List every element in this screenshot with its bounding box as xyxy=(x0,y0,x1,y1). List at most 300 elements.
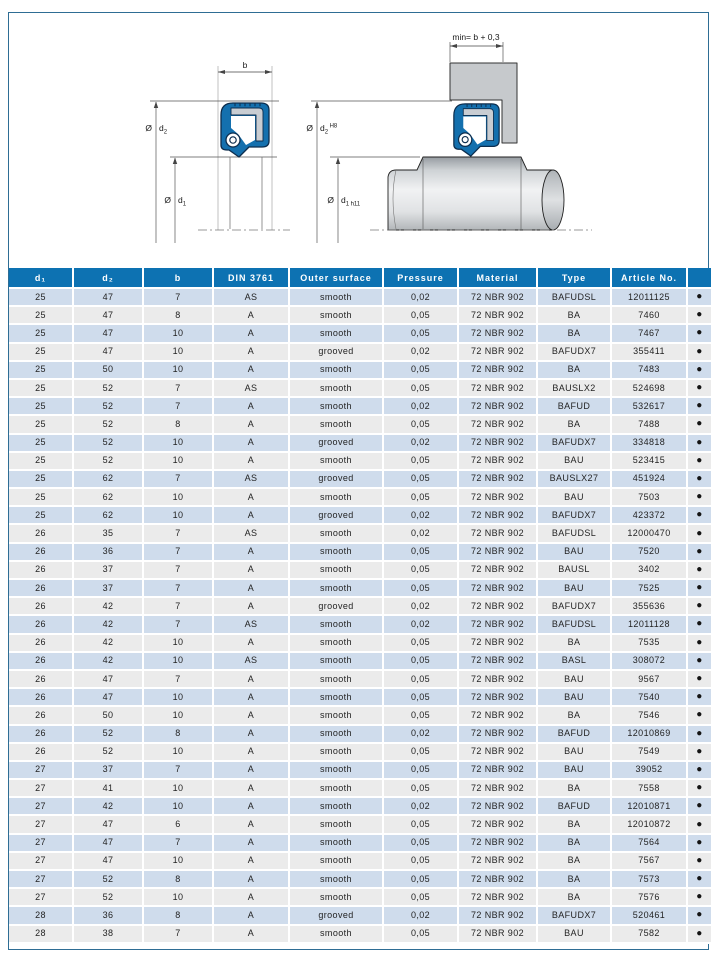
table-row xyxy=(9,797,711,815)
availability-dot-cell xyxy=(687,470,711,488)
table-cell: smooth xyxy=(289,579,383,597)
availability-dot-cell xyxy=(687,652,711,670)
availability-dot-cell xyxy=(687,615,711,633)
table-cell: A xyxy=(213,506,289,524)
availability-dot-cell xyxy=(687,543,711,561)
table-cell: 26 xyxy=(9,706,73,724)
table-cell: A xyxy=(213,306,289,324)
table-cell: 72 NBR 902 xyxy=(458,906,537,924)
table-cell: BAU xyxy=(537,452,611,470)
table-cell: grooved xyxy=(289,434,383,452)
table-cell: 72 NBR 902 xyxy=(458,852,537,870)
table-cell: smooth xyxy=(289,543,383,561)
table-row xyxy=(9,634,711,652)
table-cell: 0,05 xyxy=(383,561,458,579)
table-cell: smooth xyxy=(289,815,383,833)
col-header-type: Type xyxy=(537,268,611,288)
seal-spring xyxy=(459,133,472,147)
availability-dot-icon: ● xyxy=(696,636,703,648)
table-cell: 0,05 xyxy=(383,815,458,833)
availability-dot-cell xyxy=(687,379,711,397)
table-cell: 27 xyxy=(9,779,73,797)
table-cell: BAFUDX7 xyxy=(537,343,611,361)
table-cell: BAFUDSL xyxy=(537,615,611,633)
table-cell: BAU xyxy=(537,925,611,943)
table-cell: 25 xyxy=(9,506,73,524)
table-cell: 10 xyxy=(143,888,213,906)
table-cell: 25 xyxy=(9,488,73,506)
availability-dot-cell xyxy=(687,434,711,452)
table-cell: A xyxy=(213,343,289,361)
availability-dot-icon: ● xyxy=(696,382,703,394)
table-cell: 35 xyxy=(73,524,143,542)
table-cell: 72 NBR 902 xyxy=(458,634,537,652)
dimension-d1-h11 xyxy=(327,158,360,244)
table-cell: BA xyxy=(537,888,611,906)
table-cell: 0,05 xyxy=(383,670,458,688)
availability-dot-icon: ● xyxy=(696,600,703,612)
table-cell: 0,05 xyxy=(383,470,458,488)
table-cell: smooth xyxy=(289,288,383,306)
table-cell: A xyxy=(213,834,289,852)
table-cell: 0,05 xyxy=(383,488,458,506)
table-cell: 27 xyxy=(9,761,73,779)
availability-dot-cell xyxy=(687,415,711,433)
table-cell: 7 xyxy=(143,761,213,779)
availability-dot-cell xyxy=(687,815,711,833)
availability-dot-cell xyxy=(687,324,711,342)
table-cell: 37 xyxy=(73,561,143,579)
table-cell: 52 xyxy=(73,743,143,761)
table-cell: grooved xyxy=(289,906,383,924)
dimension-min xyxy=(450,32,503,62)
availability-dot-cell xyxy=(687,361,711,379)
table-cell: 7483 xyxy=(611,361,687,379)
table-cell: 0,05 xyxy=(383,706,458,724)
table-cell: smooth xyxy=(289,397,383,415)
table-row xyxy=(9,506,711,524)
table-cell: 72 NBR 902 xyxy=(458,597,537,615)
table-cell: 26 xyxy=(9,597,73,615)
seal-cross-section-installed xyxy=(454,104,499,156)
table-cell: 12010871 xyxy=(611,797,687,815)
table-cell: 7564 xyxy=(611,834,687,852)
table-cell: 36 xyxy=(73,543,143,561)
shaft xyxy=(388,157,564,230)
table-cell: 7 xyxy=(143,561,213,579)
table-cell: 25 xyxy=(9,379,73,397)
table-cell: 355636 xyxy=(611,597,687,615)
table-row xyxy=(9,725,711,743)
table-cell: 72 NBR 902 xyxy=(458,470,537,488)
table-cell: 50 xyxy=(73,706,143,724)
availability-dot-cell xyxy=(687,561,711,579)
table-cell: 7 xyxy=(143,379,213,397)
table-cell: 25 xyxy=(9,324,73,342)
table-cell: BAFUDX7 xyxy=(537,506,611,524)
availability-dot-cell xyxy=(687,506,711,524)
table-cell: BA xyxy=(537,415,611,433)
table-cell: A xyxy=(213,852,289,870)
table-cell: A xyxy=(213,725,289,743)
table-cell: 26 xyxy=(9,725,73,743)
table-cell: BAUSLX27 xyxy=(537,470,611,488)
availability-dot-icon: ● xyxy=(696,909,703,921)
table-cell: BA xyxy=(537,779,611,797)
table-cell: 25 xyxy=(9,470,73,488)
table-cell: 72 NBR 902 xyxy=(458,306,537,324)
availability-dot-icon: ● xyxy=(696,327,703,339)
table-cell: A xyxy=(213,488,289,506)
table-cell: 52 xyxy=(73,434,143,452)
table-cell: 72 NBR 902 xyxy=(458,797,537,815)
table-cell: 0,05 xyxy=(383,925,458,943)
col-header-d1: d₁ xyxy=(9,268,73,288)
availability-dot-cell xyxy=(687,870,711,888)
right-view xyxy=(306,32,592,243)
table-row xyxy=(9,470,711,488)
table-cell: 355411 xyxy=(611,343,687,361)
table-cell: 10 xyxy=(143,797,213,815)
col-header-pressure: Pressure xyxy=(383,268,458,288)
table-cell: 0,05 xyxy=(383,324,458,342)
table-cell: AS xyxy=(213,379,289,397)
shaft-end-face xyxy=(542,170,564,230)
table-cell: A xyxy=(213,670,289,688)
availability-dot-cell xyxy=(687,343,711,361)
table-cell: 532617 xyxy=(611,397,687,415)
table-cell: 39052 xyxy=(611,761,687,779)
table-cell: smooth xyxy=(289,925,383,943)
col-header-din: DIN 3761 xyxy=(213,268,289,288)
table-cell: 7 xyxy=(143,597,213,615)
table-row xyxy=(9,670,711,688)
table-cell: 25 xyxy=(9,434,73,452)
table-cell: 72 NBR 902 xyxy=(458,579,537,597)
table-cell: A xyxy=(213,815,289,833)
table-row xyxy=(9,324,711,342)
table-row xyxy=(9,561,711,579)
table-cell: A xyxy=(213,415,289,433)
table-cell: 0,02 xyxy=(383,288,458,306)
table-row xyxy=(9,379,711,397)
table-cell: 8 xyxy=(143,906,213,924)
table-cell: 52 xyxy=(73,725,143,743)
table-cell: 72 NBR 902 xyxy=(458,743,537,761)
table-cell: BAFUDX7 xyxy=(537,906,611,924)
table-cell: 72 NBR 902 xyxy=(458,870,537,888)
table-cell: 423372 xyxy=(611,506,687,524)
table-cell: 12010869 xyxy=(611,725,687,743)
table-cell: smooth xyxy=(289,488,383,506)
table-cell: 0,02 xyxy=(383,397,458,415)
table-row xyxy=(9,615,711,633)
table-cell: 52 xyxy=(73,379,143,397)
availability-dot-icon: ● xyxy=(696,782,703,794)
table-cell: 26 xyxy=(9,743,73,761)
table-cell: 72 NBR 902 xyxy=(458,543,537,561)
table-cell: 26 xyxy=(9,524,73,542)
table-cell: 3402 xyxy=(611,561,687,579)
seal-cross-section xyxy=(221,103,269,157)
availability-dot-cell xyxy=(687,743,711,761)
table-cell: 7 xyxy=(143,670,213,688)
availability-dot-icon: ● xyxy=(696,654,703,666)
table-cell: 28 xyxy=(9,925,73,943)
table-row xyxy=(9,543,711,561)
table-cell: A xyxy=(213,597,289,615)
table-cell: BAU xyxy=(537,761,611,779)
table-cell: 72 NBR 902 xyxy=(458,488,537,506)
table-cell: BAUSL xyxy=(537,561,611,579)
table-cell: smooth xyxy=(289,652,383,670)
table-cell: A xyxy=(213,397,289,415)
table-cell: 7576 xyxy=(611,888,687,906)
availability-dot-cell xyxy=(687,779,711,797)
availability-dot-cell xyxy=(687,670,711,688)
availability-dot-icon: ● xyxy=(696,436,703,448)
table-cell: 47 xyxy=(73,306,143,324)
availability-dot-cell xyxy=(687,925,711,943)
table-cell: 72 NBR 902 xyxy=(458,524,537,542)
seal-spring xyxy=(226,133,240,147)
table-cell: 72 NBR 902 xyxy=(458,615,537,633)
table-row xyxy=(9,306,711,324)
availability-dot-icon: ● xyxy=(696,582,703,594)
table-cell: BAU xyxy=(537,670,611,688)
table-row xyxy=(9,434,711,452)
table-cell: AS xyxy=(213,652,289,670)
table-cell: 10 xyxy=(143,743,213,761)
table-cell: 7546 xyxy=(611,706,687,724)
table-cell: 0,02 xyxy=(383,434,458,452)
table-row xyxy=(9,779,711,797)
table-cell: 42 xyxy=(73,597,143,615)
table-row xyxy=(9,888,711,906)
availability-dot-icon: ● xyxy=(696,491,703,503)
table-cell: 47 xyxy=(73,288,143,306)
table-cell: 0,05 xyxy=(383,652,458,670)
availability-dot-icon: ● xyxy=(696,309,703,321)
table-cell: 0,05 xyxy=(383,743,458,761)
table-cell: BA xyxy=(537,815,611,833)
table-cell: A xyxy=(213,324,289,342)
table-cell: AS xyxy=(213,615,289,633)
table-cell: AS xyxy=(213,470,289,488)
table-cell: 7525 xyxy=(611,579,687,597)
table-cell: smooth xyxy=(289,870,383,888)
dim-d2-prefix: Ø xyxy=(306,123,313,133)
table-cell: A xyxy=(213,779,289,797)
table-cell: BAU xyxy=(537,579,611,597)
table-cell: 42 xyxy=(73,652,143,670)
availability-dot-cell xyxy=(687,597,711,615)
table-row xyxy=(9,834,711,852)
table-cell: 7 xyxy=(143,288,213,306)
availability-dot-icon: ● xyxy=(696,472,703,484)
table-cell: 7 xyxy=(143,579,213,597)
table-row xyxy=(9,761,711,779)
table-cell: BAFUDSL xyxy=(537,288,611,306)
table-cell: smooth xyxy=(289,779,383,797)
table-cell: A xyxy=(213,452,289,470)
table-cell: smooth xyxy=(289,561,383,579)
table-cell: 52 xyxy=(73,888,143,906)
table-cell: 523415 xyxy=(611,452,687,470)
table-cell: 10 xyxy=(143,706,213,724)
availability-dot-cell xyxy=(687,524,711,542)
table-cell: 25 xyxy=(9,361,73,379)
table-cell: 36 xyxy=(73,906,143,924)
table-cell: 520461 xyxy=(611,906,687,924)
table-cell: BA xyxy=(537,634,611,652)
table-cell: 0,02 xyxy=(383,343,458,361)
table-cell: BA xyxy=(537,361,611,379)
table-cell: smooth xyxy=(289,324,383,342)
table-cell: 47 xyxy=(73,343,143,361)
table-cell: BAU xyxy=(537,743,611,761)
table-cell: BA xyxy=(537,852,611,870)
table-cell: smooth xyxy=(289,743,383,761)
dim-d2-label: $d_2^{H8}$ xyxy=(320,123,338,136)
table-cell: 10 xyxy=(143,688,213,706)
table-cell: 42 xyxy=(73,634,143,652)
table-cell: smooth xyxy=(289,615,383,633)
table-cell: 72 NBR 902 xyxy=(458,670,537,688)
table-cell: 7540 xyxy=(611,688,687,706)
table-cell: AS xyxy=(213,288,289,306)
table-cell: 72 NBR 902 xyxy=(458,761,537,779)
table-cell: 72 NBR 902 xyxy=(458,506,537,524)
table-row xyxy=(9,815,711,833)
table-cell: 72 NBR 902 xyxy=(458,725,537,743)
col-header-d2: d₂ xyxy=(73,268,143,288)
table-cell: 72 NBR 902 xyxy=(458,561,537,579)
table-row xyxy=(9,852,711,870)
table-cell: smooth xyxy=(289,688,383,706)
availability-dot-icon: ● xyxy=(696,291,703,303)
table-row xyxy=(9,743,711,761)
availability-dot-cell xyxy=(687,834,711,852)
table-cell: grooved xyxy=(289,597,383,615)
availability-dot-cell xyxy=(687,688,711,706)
table-cell: A xyxy=(213,543,289,561)
table-cell: 0,05 xyxy=(383,779,458,797)
table-cell: 0,02 xyxy=(383,615,458,633)
availability-dot-icon: ● xyxy=(696,563,703,575)
table-cell: 0,05 xyxy=(383,688,458,706)
table-cell: 12011128 xyxy=(611,615,687,633)
table-row xyxy=(9,524,711,542)
table-cell: 334818 xyxy=(611,434,687,452)
dim-b-label: b xyxy=(242,60,248,70)
table-cell: BAU xyxy=(537,543,611,561)
dim-d1-label: $d_1$ xyxy=(178,195,187,208)
table-row xyxy=(9,906,711,924)
dim-d1-prefix: Ø xyxy=(164,195,171,205)
table-cell: 10 xyxy=(143,361,213,379)
table-cell: smooth xyxy=(289,888,383,906)
table-cell: 72 NBR 902 xyxy=(458,888,537,906)
table-cell: 0,05 xyxy=(383,634,458,652)
col-header-material: Material xyxy=(458,268,537,288)
table-cell: 7467 xyxy=(611,324,687,342)
availability-dot-cell xyxy=(687,761,711,779)
table-cell: 72 NBR 902 xyxy=(458,779,537,797)
table-cell: 7520 xyxy=(611,543,687,561)
availability-dot-icon: ● xyxy=(696,854,703,866)
table-cell: A xyxy=(213,888,289,906)
table-cell: 7582 xyxy=(611,925,687,943)
availability-dot-icon: ● xyxy=(696,709,703,721)
availability-dot-icon: ● xyxy=(696,363,703,375)
dimension-b xyxy=(218,60,272,74)
availability-dot-icon: ● xyxy=(696,818,703,830)
availability-dot-cell xyxy=(687,634,711,652)
table-cell: 37 xyxy=(73,761,143,779)
table-cell: A xyxy=(213,561,289,579)
table-cell: 6 xyxy=(143,815,213,833)
table-cell: 72 NBR 902 xyxy=(458,415,537,433)
table-cell: 27 xyxy=(9,870,73,888)
table-cell: 47 xyxy=(73,670,143,688)
table-cell: 72 NBR 902 xyxy=(458,452,537,470)
availability-dot-cell xyxy=(687,452,711,470)
table-row xyxy=(9,452,711,470)
availability-dot-icon: ● xyxy=(696,927,703,939)
seal-spec-table xyxy=(9,268,711,944)
table-cell: smooth xyxy=(289,361,383,379)
dim-min-label: min= b + 0,3 xyxy=(452,32,500,42)
table-cell: 52 xyxy=(73,415,143,433)
table-cell: A xyxy=(213,906,289,924)
table-cell: 10 xyxy=(143,434,213,452)
table-cell: 524698 xyxy=(611,379,687,397)
availability-dot-icon: ● xyxy=(696,891,703,903)
table-cell: AS xyxy=(213,524,289,542)
table-cell: 25 xyxy=(9,306,73,324)
table-cell: 12010872 xyxy=(611,815,687,833)
table-cell: BAU xyxy=(537,688,611,706)
table-cell: 37 xyxy=(73,579,143,597)
table-cell: 26 xyxy=(9,615,73,633)
table-row xyxy=(9,579,711,597)
availability-dot-cell xyxy=(687,888,711,906)
availability-dot-icon: ● xyxy=(696,400,703,412)
table-cell: BAU xyxy=(537,488,611,506)
table-cell: 72 NBR 902 xyxy=(458,361,537,379)
table-cell: BA xyxy=(537,834,611,852)
availability-dot-cell xyxy=(687,288,711,306)
table-cell: smooth xyxy=(289,725,383,743)
dim-d1-prefix: Ø xyxy=(327,195,334,205)
table-cell: smooth xyxy=(289,761,383,779)
dimension-d1 xyxy=(164,158,186,244)
availability-dot-icon: ● xyxy=(696,763,703,775)
table-row xyxy=(9,288,711,306)
table-cell: smooth xyxy=(289,379,383,397)
availability-dot-icon: ● xyxy=(696,836,703,848)
table-cell: A xyxy=(213,743,289,761)
table-cell: A xyxy=(213,925,289,943)
table-cell: 26 xyxy=(9,670,73,688)
table-cell: A xyxy=(213,761,289,779)
table-cell: 47 xyxy=(73,324,143,342)
availability-dot-cell xyxy=(687,797,711,815)
table-cell: 26 xyxy=(9,561,73,579)
table-cell: 25 xyxy=(9,288,73,306)
table-cell: 0,05 xyxy=(383,761,458,779)
